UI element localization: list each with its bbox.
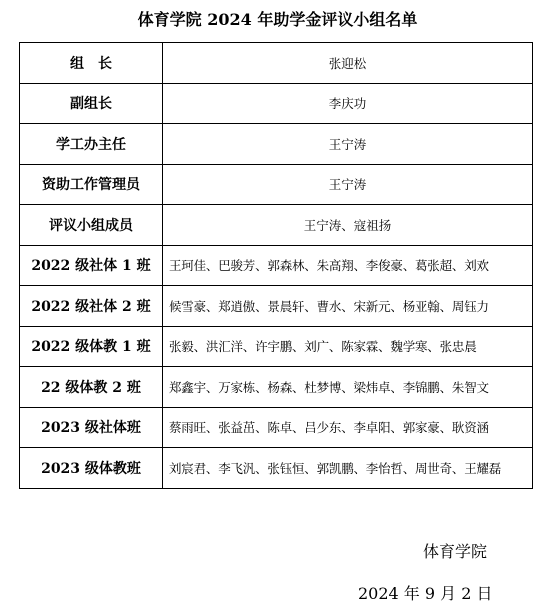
names-cell: 王宁涛 [163, 164, 533, 205]
table-row [20, 286, 533, 327]
table-row [20, 245, 533, 286]
table-row [20, 326, 533, 367]
names-cell: 刘宸君、李飞汎、张钰恒、郭凯鹏、李怡哲、周世奇、王耀磊 [163, 448, 533, 489]
names-cell: 王珂佳、巴骏芳、郭森林、朱高翔、李俊豪、葛张超、刘欢 [163, 245, 533, 286]
committee-table [19, 42, 533, 489]
table-row [20, 205, 533, 246]
role-cell: 2022 级社体 1 班 [20, 245, 163, 286]
table-row [20, 367, 533, 408]
role-cell: 副组长 [20, 83, 163, 124]
role-cell: 评议小组成员 [20, 205, 163, 246]
signature-organization: 体育学院 [423, 542, 488, 561]
names-cell: 候雪豪、郑逍傲、景晨轩、曹水、宋新元、杨亚翰、周钰力 [163, 286, 533, 327]
table-row [20, 124, 533, 165]
role-cell: 2023 级体教班 [20, 448, 163, 489]
names-cell: 王宁涛 [163, 124, 533, 165]
table-row [20, 407, 533, 448]
names-cell: 张迎松 [163, 43, 533, 84]
names-cell: 李庆功 [163, 83, 533, 124]
table-row [20, 43, 533, 84]
signature-date: 2024 年 9 月 2 日 [358, 584, 493, 603]
table-row [20, 164, 533, 205]
role-cell: 2023 级社体班 [20, 407, 163, 448]
document-title: 体育学院 2024 年助学金评议小组名单 [137, 10, 418, 29]
role-cell: 22 级体教 2 班 [20, 367, 163, 408]
names-cell: 张毅、洪汇洋、许宇鹏、刘广、陈家霖、魏学寒、张忠晨 [163, 326, 533, 367]
names-cell: 郑鑫宇、万家栋、杨森、杜梦博、梁炜卓、李锦鹏、朱智文 [163, 367, 533, 408]
role-cell: 2022 级社体 2 班 [20, 286, 163, 327]
role-cell: 2022 级体教 1 班 [20, 326, 163, 367]
names-cell: 蔡雨旺、张益茁、陈卓、吕少东、李卓阳、郭家豪、耿资涵 [163, 407, 533, 448]
role-cell: 资助工作管理员 [20, 164, 163, 205]
role-cell: 组 长 [20, 43, 163, 84]
table-row [20, 83, 533, 124]
table-row [20, 448, 533, 489]
names-cell: 王宁涛、寇祖扬 [163, 205, 533, 246]
role-cell: 学工办主任 [20, 124, 163, 165]
